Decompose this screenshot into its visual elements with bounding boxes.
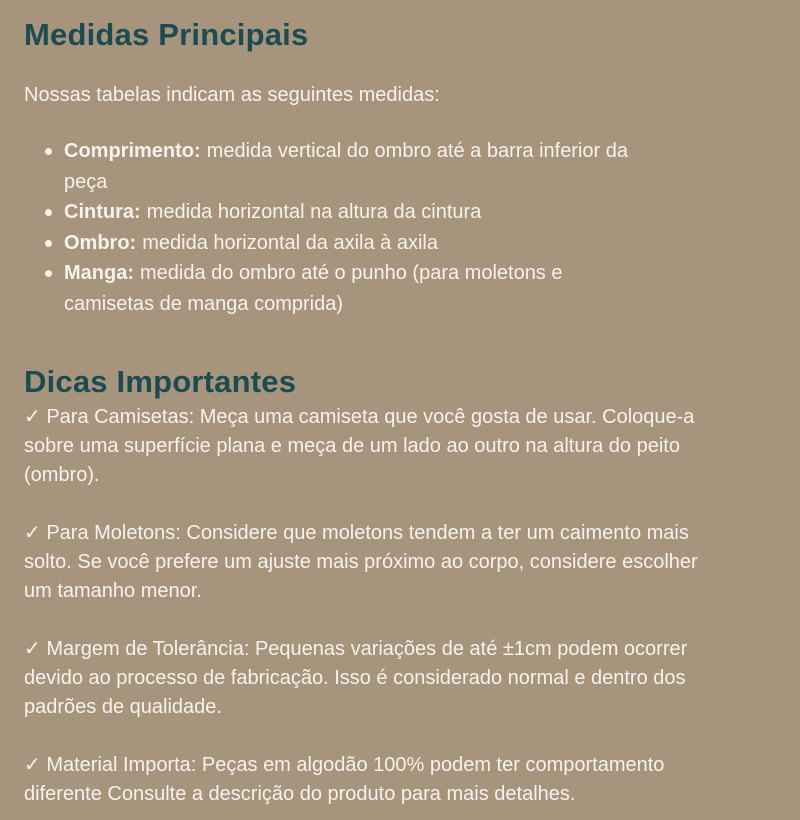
list-item-line bbox=[64, 136, 782, 167]
list-item-line bbox=[64, 228, 782, 259]
list-item-line: camisetas de manga comprida) bbox=[64, 292, 344, 315]
tip-line: sobre uma superfície plana e meça de um lado ao outro na altura do peito bbox=[24, 435, 680, 457]
bullet-text: medida horizontal da axila à axila bbox=[142, 231, 438, 254]
bullet-text: medida vertical do ombro até a barra inferior da bbox=[206, 140, 628, 162]
measurements-list bbox=[24, 136, 782, 319]
tip-margem-tolerancia bbox=[24, 635, 782, 722]
tip-line: ✓ Material Importa: Peças em algodão 100% podem ter comportamento bbox=[24, 754, 665, 776]
tip-para-moletons bbox=[24, 519, 782, 606]
tip-line: ✓ Margem de Tolerância: Pequenas variações de até ±1cm podem ocorrer bbox=[24, 638, 688, 660]
bullet-text: medida do ombro até o punho (para moletons e bbox=[140, 262, 563, 284]
tip-line: padrões de qualidade. bbox=[24, 696, 222, 718]
bullet-label: Cintura: bbox=[64, 201, 141, 223]
tip-line: devido ao processo de fabricação. Isso é considerado normal e dentro dos bbox=[24, 667, 686, 689]
list-item-line bbox=[64, 197, 782, 228]
list-item-comprimento bbox=[64, 136, 782, 197]
bullet-icon bbox=[45, 148, 52, 155]
bullet-icon bbox=[45, 240, 52, 247]
tip-line: solto. Se você prefere um ajuste mais próximo ao corpo, considere escolher bbox=[24, 551, 698, 573]
bullet-label: Manga: bbox=[64, 262, 134, 284]
page-title-medidas-principais: Medidas Principais bbox=[24, 17, 309, 52]
list-item-manga bbox=[64, 258, 782, 319]
list-item-line: peça bbox=[64, 170, 108, 193]
tip-material-importa bbox=[24, 751, 782, 809]
bullet-icon bbox=[45, 209, 52, 216]
page-title-dicas-importantes: Dicas Importantes bbox=[24, 364, 297, 399]
tip-para-camisetas bbox=[24, 403, 782, 490]
tip-line: um tamanho menor. bbox=[24, 580, 202, 602]
tip-line: diferente Consulte a descrição do produto para mais detalhes. bbox=[24, 783, 576, 805]
tip-line: ✓ Para Camisetas: Meça uma camiseta que você gosta de usar. Coloque-a bbox=[24, 406, 695, 428]
bullet-icon bbox=[45, 270, 52, 277]
list-item-cintura bbox=[64, 197, 782, 228]
bullet-label: Ombro: bbox=[64, 231, 137, 254]
bullet-text: medida horizontal na altura da cintura bbox=[146, 201, 482, 223]
tip-line: ✓ Para Moletons: Considere que moletons tendem a ter um caimento mais bbox=[24, 522, 689, 544]
list-item-ombro bbox=[64, 228, 782, 259]
list-item-line bbox=[64, 258, 782, 289]
tip-line: (ombro). bbox=[24, 464, 100, 486]
intro-text: Nossas tabelas indicam as seguintes medidas: bbox=[24, 84, 440, 106]
bullet-label: Comprimento: bbox=[64, 140, 201, 162]
